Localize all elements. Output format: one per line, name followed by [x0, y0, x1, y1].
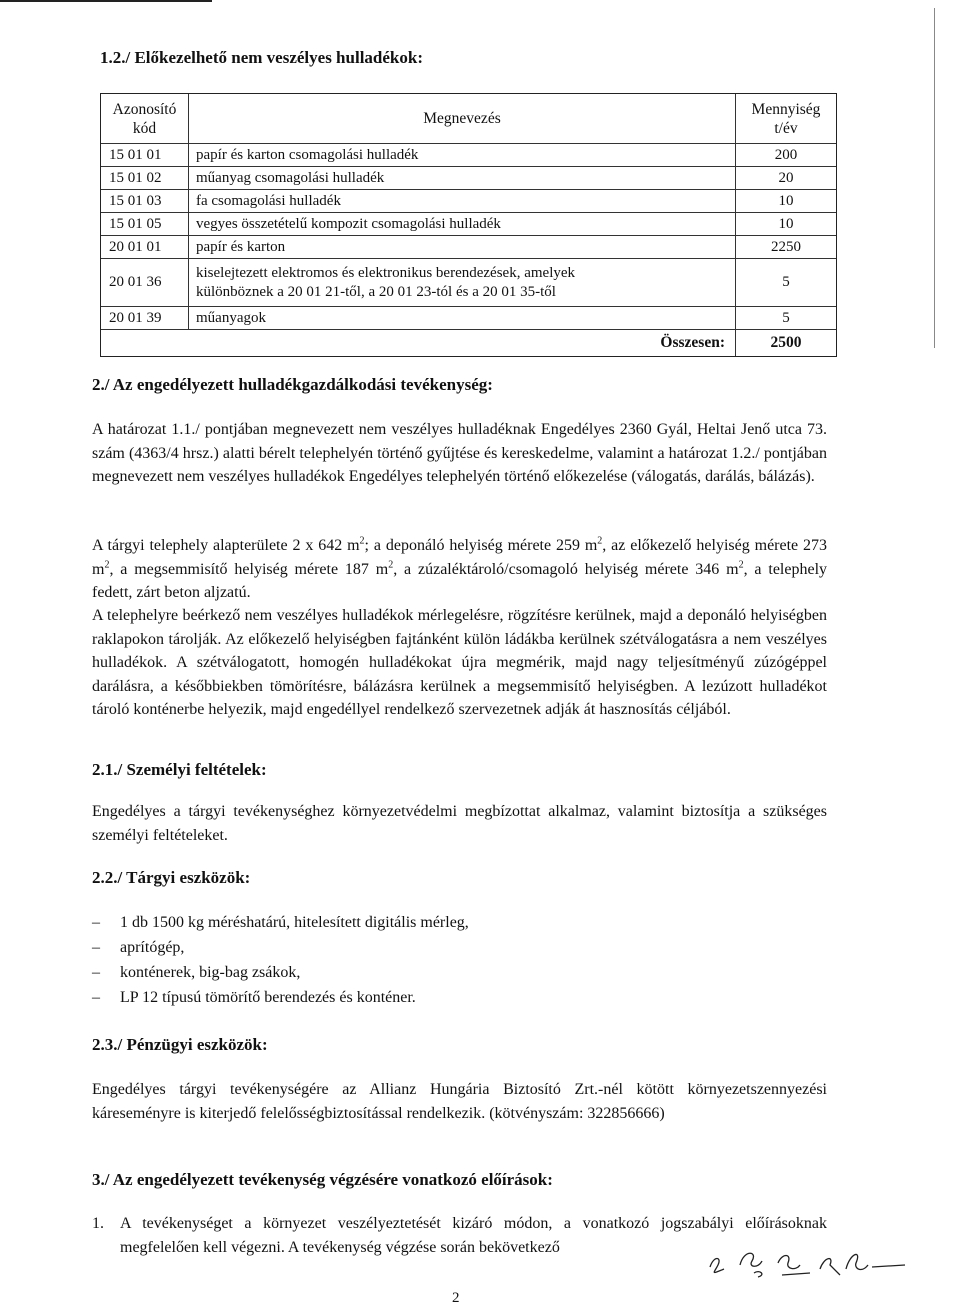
table-header-row	[101, 94, 836, 143]
cell-qty: 2250	[771, 238, 801, 255]
table-total-row	[101, 329, 836, 356]
list-item: – konténerek, big-bag zsákok,	[92, 964, 301, 981]
cell-name: műanyag csomagolási hulladék	[189, 167, 736, 189]
section-2-3-title: 2.3./ Pénzügyi eszközök:	[92, 1035, 268, 1054]
cell-qty: 10	[778, 192, 794, 209]
top-rule	[0, 0, 212, 2]
cell-name: kiselejtezett elektromos és elektronikus berendezések, amelyek különböznek a 20 01 21-től, a 20 01 23-tól és a 20 01 35-től	[189, 259, 736, 306]
cell-name: műanyagok	[189, 307, 736, 329]
list-item: – aprítógép,	[92, 939, 185, 956]
list-item: – LP 12 típusú tömörítő berendezés és konténer.	[92, 989, 416, 1006]
section-2-1-title: 2.1./ Személyi feltételek:	[92, 760, 267, 779]
cell-code: 20 01 01	[101, 236, 189, 258]
cell-code: 20 01 36	[101, 259, 189, 306]
section-2-para-1: A határozat 1.1./ pontjában megnevezett nem veszélyes hulladéknak Engedélyes 2360 Gyál, Heltai Jenő utca 73. szám (4363/4 hrsz.) alatti bérelt telephelyén történő gyűjtése és kereskedelme, valamint a határozat 1.2./ pontjában megnevezett nem veszélyes hulladékok Engedélyes telephelyén történő előkezelése (válogatás, darálás, bálázás).	[92, 421, 827, 485]
section-2-2-title: 2.2./ Tárgyi eszközök:	[92, 868, 251, 887]
cell-qty: 10	[778, 215, 794, 232]
section-3-title: 3./ Az engedélyezett tevékenység végzésére vonatkozó előírások:	[92, 1170, 553, 1189]
cell-code: 15 01 05	[101, 213, 189, 235]
table-row	[101, 235, 836, 258]
waste-table	[100, 93, 837, 357]
total-value: 2500	[770, 334, 802, 351]
cell-name: papír és karton csomagolási hulladék	[189, 144, 736, 166]
section-2-para-2: A tárgyi telephely alapterülete 2 x 642 $m^2$; a deponáló helyiség mérete 259 $m^2$, az előkezelő helyiség mérete 273 $m^2$, a megsemmisítő helyiség mérete 187 $m^2$, a zúzaléktároló/csomagoló helyiség mérete 346 $m^2$, a telephely fedett, zárt beton aljzatú.	[92, 535, 828, 601]
cell-name: fa csomagolási hulladék	[189, 190, 736, 212]
table-row	[101, 306, 836, 329]
section-2-para-3: A telephelyre beérkező nem veszélyes hulladékok mérlegelésre, rögzítésre kerülnek, majd a deponáló helyiségben raklapokon tárolják. Az előkezelő helyiségben fajtánként külön ládákba kerülnek szétválogatásra a nem veszélyes hulladékok. A szétválogatott, homogén hulladékokat újra megmérik, majd nagy teljesítményű zúzógéppel darálásra, a későbbiekben tömörítésre, bálázásra kerülnek a megsemmisítő helyiségben. A lezúzott hulladékot tároló konténerbe helyezik, majd engedéllyel rendelkező szervezetnek adják át hasznosítás céljából.	[92, 607, 827, 718]
list-item: – 1 db 1500 kg méréshatárú, hitelesített digitális mérleg,	[92, 914, 469, 931]
cell-qty: 5	[782, 309, 790, 326]
section-3-item-number: 1.	[92, 1215, 104, 1232]
margin-rule	[934, 8, 935, 348]
table-row	[101, 258, 836, 306]
table-row	[101, 212, 836, 235]
table-row	[101, 189, 836, 212]
cell-code: 15 01 03	[101, 190, 189, 212]
cell-qty: 200	[774, 146, 798, 163]
cell-code: 15 01 02	[101, 167, 189, 189]
section-2-1-para: Engedélyes a tárgyi tevékenységhez környezetvédelmi megbízottat alkalmaz, valamint biztosítja a szükséges személyi feltételeket.	[92, 803, 827, 844]
handwritten-signature	[700, 1235, 910, 1280]
header-qty: Mennyiség t/év	[751, 100, 821, 137]
total-label: Összesen:	[101, 330, 736, 356]
section-2-title: 2./ Az engedélyezett hulladékgazdálkodási tevékenység:	[92, 375, 493, 394]
header-name: Megnevezés	[189, 94, 736, 143]
section-3-item-text: A tevékenységet a környezet veszélyeztetését kizáró módon, a vonatkozó jogszabályi előírásoknak megfelelően kell végezni. A tevékenység végzése során bekövetkező	[120, 1215, 827, 1256]
cell-name: papír és karton	[189, 236, 736, 258]
cell-code: 20 01 39	[101, 307, 189, 329]
cell-qty: 20	[778, 169, 794, 186]
equipment-list	[92, 910, 469, 1010]
section-1-2-title: 1.2./ Előkezelhető nem veszélyes hulladékok:	[100, 48, 423, 67]
page-number: 2	[452, 1290, 460, 1306]
table-row	[101, 143, 836, 166]
section-2-3-para: Engedélyes tárgyi tevékenységére az Allianz Hungária Biztosító Zrt.-nél kötött környezetszennyezési káreseményre is kiterjedő felelősségbiztosítással rendelkezik. (kötvényszám: 322856666)	[92, 1081, 827, 1122]
header-code: Azonosító kód	[101, 94, 189, 143]
cell-qty: 5	[782, 274, 790, 290]
cell-code: 15 01 01	[101, 144, 189, 166]
cell-name: vegyes összetételű kompozit csomagolási hulladék	[189, 213, 736, 235]
table-row	[101, 166, 836, 189]
